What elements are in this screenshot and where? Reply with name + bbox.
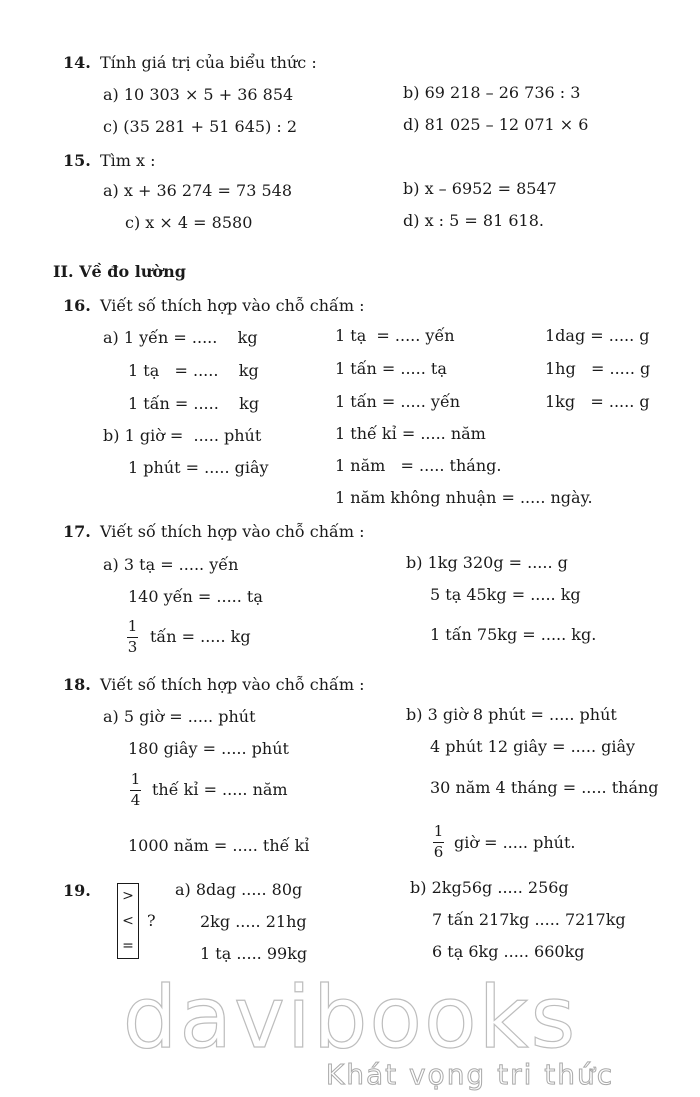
q16-r3c3: 1kg = ..... g bbox=[545, 392, 650, 411]
q18-item-a3: thế kỉ = ..... năm bbox=[152, 780, 288, 799]
q16-r6c2: 1 năm không nhuận = ..... ngày. bbox=[335, 488, 593, 507]
q18-item-b4: giờ = ..... phút. bbox=[454, 833, 576, 852]
q18-fraction-a-denominator: 4 bbox=[130, 791, 141, 809]
q18-fraction-b bbox=[433, 824, 444, 860]
q17-fraction-numerator: 1 bbox=[127, 617, 138, 635]
q14-number: 14. bbox=[63, 53, 91, 72]
q15-number: 15. bbox=[63, 151, 91, 170]
q17-item-b2: 5 tạ 45kg = ..... kg bbox=[430, 585, 581, 604]
q18-fraction-a-numerator: 1 bbox=[130, 770, 141, 788]
q19-question-mark: ? bbox=[147, 911, 156, 930]
q19-item-b3: 6 tạ 6kg ..... 660kg bbox=[432, 942, 585, 961]
q18-item-b3: 30 năm 4 tháng = ..... tháng bbox=[430, 778, 659, 797]
q16-r5c2: 1 năm = ..... tháng. bbox=[335, 456, 502, 475]
q18-item-a4: 1000 năm = ..... thế kỉ bbox=[128, 836, 310, 855]
watermark-brand: davibooks bbox=[122, 968, 578, 1068]
q15-item-d: d) x : 5 = 81 618. bbox=[403, 211, 544, 230]
q18-title: Viết số thích hợp vào chỗ chấm : bbox=[100, 675, 365, 694]
q14-item-d: d) 81 025 – 12 071 × 6 bbox=[403, 115, 589, 134]
q17-fraction bbox=[127, 619, 138, 655]
q16-r2c3: 1hg = ..... g bbox=[545, 359, 651, 378]
q16-r1c1: a) 1 yến = ..... kg bbox=[103, 328, 258, 347]
less-than-sign: < bbox=[122, 912, 134, 929]
q19-item-a2: 2kg ..... 21hg bbox=[200, 912, 307, 931]
q15-item-b: b) x – 6952 = 8547 bbox=[403, 179, 557, 198]
q17-item-a1: a) 3 tạ = ..... yến bbox=[103, 555, 239, 574]
q19-item-a3: 1 tạ ..... 99kg bbox=[200, 944, 308, 963]
q16-r4c2: 1 thế kỉ = ..... năm bbox=[335, 424, 486, 443]
q19-item-b2: 7 tấn 217kg ..... 7217kg bbox=[432, 910, 626, 929]
comparison-sign-box bbox=[117, 883, 139, 959]
q17-item-a2: 140 yến = ..... tạ bbox=[128, 587, 263, 606]
section-heading: II. Về đo lường bbox=[53, 262, 186, 281]
q18-item-b1: b) 3 giờ 8 phút = ..... phút bbox=[406, 705, 617, 724]
q16-r4c1: b) 1 giờ = ..... phút bbox=[103, 426, 262, 445]
q14-item-c: c) (35 281 + 51 645) : 2 bbox=[103, 117, 298, 136]
q15-item-a: a) x + 36 274 = 73 548 bbox=[103, 181, 293, 200]
q17-fraction-denominator: 3 bbox=[127, 638, 138, 656]
q17-title: Viết số thích hợp vào chỗ chấm : bbox=[100, 522, 365, 541]
q15-title: Tìm x : bbox=[100, 151, 156, 170]
q19-item-a1: a) 8dag ..... 80g bbox=[175, 880, 303, 899]
q16-title: Viết số thích hợp vào chỗ chấm : bbox=[100, 296, 365, 315]
q14-title: Tính giá trị của biểu thức : bbox=[100, 53, 317, 72]
q19-item-b1: b) 2kg56g ..... 256g bbox=[410, 878, 569, 897]
q18-item-a1: a) 5 giờ = ..... phút bbox=[103, 707, 256, 726]
q16-r2c2: 1 tấn = ..... tạ bbox=[335, 359, 447, 378]
q19-number: 19. bbox=[63, 881, 91, 900]
q17-item-b3: 1 tấn 75kg = ..... kg. bbox=[430, 625, 597, 644]
q16-r3c1: 1 tấn = ..... kg bbox=[128, 394, 260, 413]
q18-fraction-b-numerator: 1 bbox=[433, 822, 444, 840]
q17-number: 17. bbox=[63, 522, 91, 541]
q17-item-a3: tấn = ..... kg bbox=[150, 627, 251, 646]
q16-r1c2: 1 tạ = ..... yến bbox=[335, 326, 455, 345]
q16-r5c1: 1 phút = ..... giây bbox=[128, 458, 269, 477]
q17-item-b1: b) 1kg 320g = ..... g bbox=[406, 553, 568, 572]
q16-r1c3: 1dag = ..... g bbox=[545, 326, 650, 345]
q18-fraction-a bbox=[130, 772, 141, 808]
q14-item-a: a) 10 303 × 5 + 36 854 bbox=[103, 85, 294, 104]
equal-sign: = bbox=[122, 937, 134, 954]
q15-item-c: c) x × 4 = 8580 bbox=[125, 213, 253, 232]
watermark-tagline: Khát vọng tri thức bbox=[325, 1058, 615, 1091]
q18-fraction-b-denominator: 6 bbox=[433, 843, 444, 861]
q14-item-b: b) 69 218 – 26 736 : 3 bbox=[403, 83, 581, 102]
q18-item-b2: 4 phút 12 giây = ..... giây bbox=[430, 737, 636, 756]
q16-r2c1: 1 tạ = ..... kg bbox=[128, 361, 259, 380]
q18-number: 18. bbox=[63, 675, 91, 694]
q16-number: 16. bbox=[63, 296, 91, 315]
greater-than-sign: > bbox=[122, 888, 134, 905]
q16-r3c2: 1 tấn = ..... yến bbox=[335, 392, 461, 411]
q18-item-a2: 180 giây = ..... phút bbox=[128, 739, 289, 758]
